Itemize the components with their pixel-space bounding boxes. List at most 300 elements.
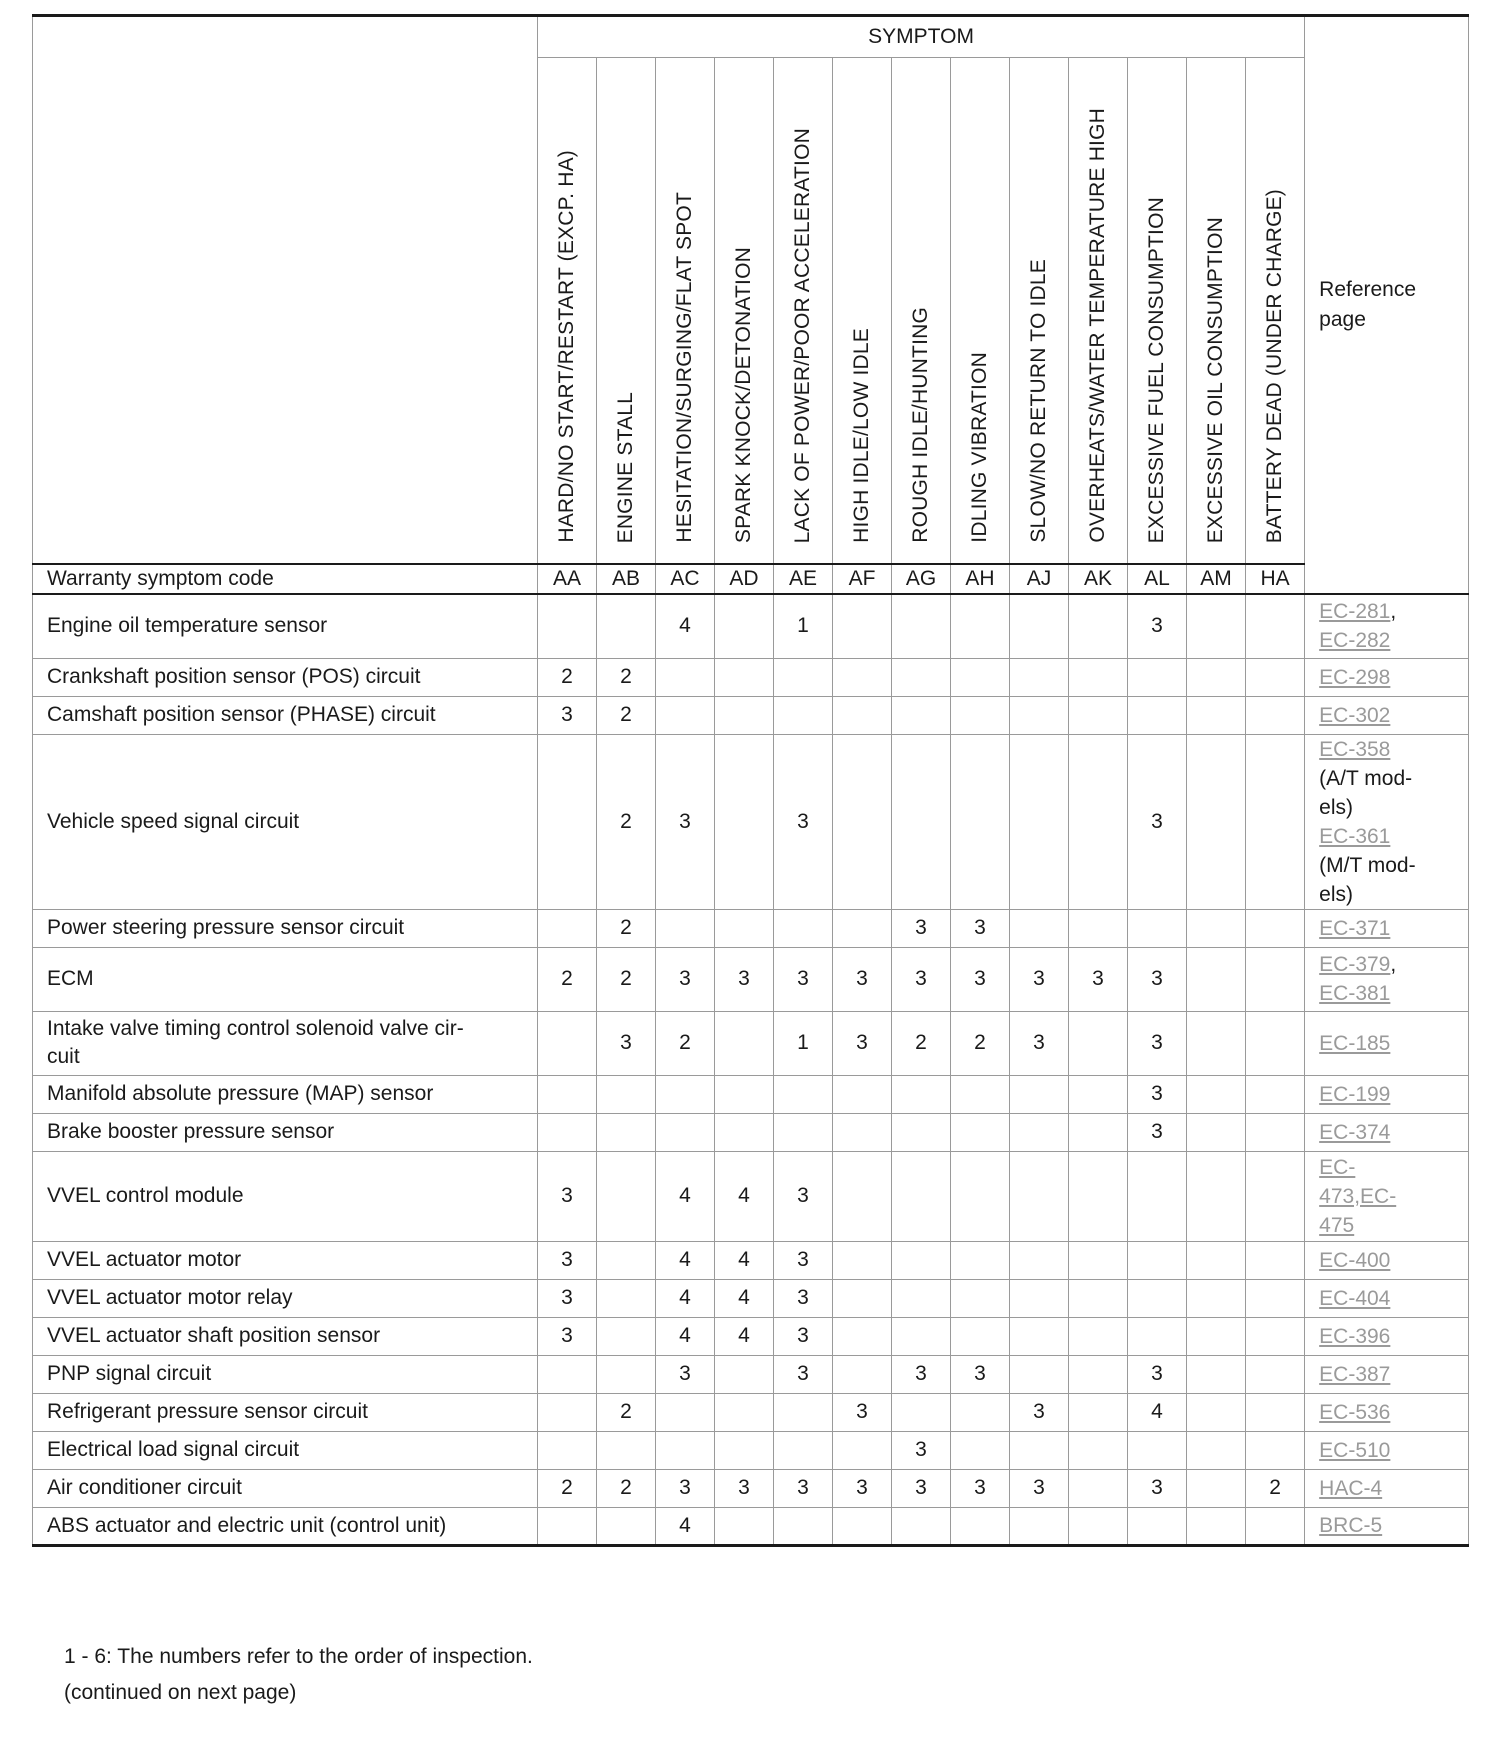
- inspection-order-cell: 2: [597, 696, 656, 734]
- inspection-order-cell: [1246, 1317, 1305, 1355]
- warranty-code: AC: [656, 564, 715, 594]
- inspection-order-cell: [1069, 909, 1128, 947]
- reference-line: [1319, 1322, 1468, 1351]
- symptom-header: [1128, 58, 1187, 565]
- reference-cell: [1305, 947, 1469, 1011]
- reference-link[interactable]: HAC-4: [1319, 1476, 1383, 1500]
- inspection-order-cell: [1069, 734, 1128, 909]
- warranty-code: HA: [1246, 564, 1305, 594]
- inspection-order-cell: 2: [597, 658, 656, 696]
- row-item-label: Intake valve timing control solenoid valve cir- cuit: [33, 1011, 538, 1075]
- reference-line: [1319, 950, 1468, 979]
- inspection-order-cell: [1187, 696, 1246, 734]
- inspection-order-cell: [597, 1075, 656, 1113]
- reference-link[interactable]: EC-510: [1319, 1438, 1391, 1462]
- row-item-label: PNP signal circuit: [33, 1355, 538, 1393]
- reference-line: [1319, 822, 1468, 851]
- inspection-order-cell: [833, 594, 892, 658]
- inspection-order-cell: [892, 1507, 951, 1545]
- reference-text: els): [1319, 795, 1353, 819]
- table-row: [33, 1075, 1469, 1113]
- inspection-order-cell: [1187, 1393, 1246, 1431]
- inspection-order-cell: [892, 1113, 951, 1151]
- inspection-order-cell: [774, 909, 833, 947]
- symptom-label: OVERHEATS/WATER TEMPERATURE HIGH: [1086, 108, 1109, 543]
- symptom-header: [1069, 58, 1128, 565]
- inspection-order-cell: [1128, 1507, 1187, 1545]
- inspection-order-cell: [951, 1279, 1010, 1317]
- inspection-order-cell: [1246, 1431, 1305, 1469]
- symptom-label: SPARK KNOCK/DETONATION: [732, 246, 755, 543]
- reference-link[interactable]: EC-358: [1319, 737, 1391, 761]
- inspection-order-cell: 4: [656, 1151, 715, 1241]
- inspection-order-cell: 3: [1128, 1075, 1187, 1113]
- reference-line: [1319, 663, 1468, 692]
- reference-line: [1319, 851, 1468, 880]
- reference-cell: [1305, 1151, 1469, 1241]
- inspection-order-cell: [1187, 594, 1246, 658]
- inspection-order-cell: [656, 1393, 715, 1431]
- reference-cell: [1305, 1393, 1469, 1431]
- inspection-order-cell: [833, 909, 892, 947]
- inspection-order-cell: 2: [538, 1469, 597, 1507]
- inspection-order-cell: [951, 658, 1010, 696]
- reference-line: [1319, 979, 1468, 1008]
- inspection-order-cell: [774, 696, 833, 734]
- symptom-label: ENGINE STALL: [614, 391, 637, 543]
- inspection-order-cell: [656, 658, 715, 696]
- warranty-code: AJ: [1010, 564, 1069, 594]
- inspection-order-cell: [833, 1113, 892, 1151]
- warranty-code: AE: [774, 564, 833, 594]
- reference-link[interactable]: EC-302: [1319, 703, 1391, 727]
- inspection-order-cell: [656, 696, 715, 734]
- inspection-order-cell: [1187, 1151, 1246, 1241]
- reference-link[interactable]: EC-199: [1319, 1082, 1391, 1106]
- inspection-order-cell: [833, 1507, 892, 1545]
- inspection-order-cell: [715, 1113, 774, 1151]
- inspection-order-cell: [715, 696, 774, 734]
- inspection-order-cell: 3: [1010, 1393, 1069, 1431]
- inspection-order-cell: [1246, 658, 1305, 696]
- inspection-order-cell: 3: [892, 909, 951, 947]
- inspection-order-cell: [833, 658, 892, 696]
- table-row: [33, 696, 1469, 734]
- inspection-order-cell: [1187, 1507, 1246, 1545]
- symptom-table-page: [32, 14, 1468, 1704]
- inspection-order-cell: [892, 594, 951, 658]
- inspection-order-cell: 2: [951, 1011, 1010, 1075]
- row-item-label: VVEL actuator motor relay: [33, 1279, 538, 1317]
- inspection-order-cell: 2: [597, 1469, 656, 1507]
- symptom-header: [833, 58, 892, 565]
- row-item-label: Engine oil temperature sensor: [33, 594, 538, 658]
- reference-cell: [1305, 1317, 1469, 1355]
- inspection-order-cell: 4: [715, 1151, 774, 1241]
- warranty-code: AK: [1069, 564, 1128, 594]
- table-row: [33, 1011, 1469, 1075]
- inspection-order-cell: [656, 1431, 715, 1469]
- symptom-label: HESITATION/SURGING/FLAT SPOT: [673, 192, 696, 543]
- inspection-order-cell: 3: [774, 1241, 833, 1279]
- inspection-order-cell: [1128, 1317, 1187, 1355]
- inspection-order-cell: 1: [774, 1011, 833, 1075]
- inspection-order-cell: [1128, 909, 1187, 947]
- table-row: [33, 1317, 1469, 1355]
- inspection-order-cell: [892, 734, 951, 909]
- symptom-header: [1246, 58, 1305, 565]
- inspection-order-cell: 3: [1128, 594, 1187, 658]
- inspection-order-cell: [538, 1075, 597, 1113]
- reference-link[interactable]: EC-396: [1319, 1324, 1391, 1348]
- inspection-order-cell: 3: [951, 1355, 1010, 1393]
- inspection-order-cell: 4: [715, 1241, 774, 1279]
- inspection-order-cell: [1069, 1151, 1128, 1241]
- inspection-order-cell: [1246, 1241, 1305, 1279]
- inspection-order-cell: 3: [1069, 947, 1128, 1011]
- inspection-order-cell: [1069, 594, 1128, 658]
- inspection-order-cell: 2: [892, 1011, 951, 1075]
- reference-link[interactable]: EC-404: [1319, 1286, 1391, 1310]
- inspection-order-cell: [1010, 1151, 1069, 1241]
- reference-link[interactable]: EC-185: [1319, 1031, 1391, 1055]
- inspection-order-cell: 3: [656, 734, 715, 909]
- row-item-label: ECM: [33, 947, 538, 1011]
- symptom-label: EXCESSIVE FUEL CONSUMPTION: [1145, 196, 1168, 543]
- reference-link[interactable]: EC-387: [1319, 1362, 1391, 1386]
- table-row: [33, 594, 1469, 658]
- reference-cell: [1305, 734, 1469, 909]
- inspection-order-cell: [597, 1355, 656, 1393]
- inspection-order-cell: [1069, 1317, 1128, 1355]
- inspection-order-cell: [1069, 1113, 1128, 1151]
- inspection-order-cell: [774, 1113, 833, 1151]
- inspection-order-cell: [1187, 1317, 1246, 1355]
- reference-cell: [1305, 1279, 1469, 1317]
- reference-link[interactable]: EC-379: [1319, 953, 1391, 976]
- inspection-order-cell: [951, 1393, 1010, 1431]
- inspection-order-cell: [597, 1507, 656, 1545]
- inspection-order-cell: 3: [951, 1469, 1010, 1507]
- inspection-order-cell: [1187, 734, 1246, 909]
- reference-text: (M/T mod-: [1319, 853, 1416, 877]
- reference-link[interactable]: EC-381: [1319, 982, 1391, 1005]
- inspection-order-cell: [715, 1393, 774, 1431]
- inspection-order-cell: [1010, 1279, 1069, 1317]
- warranty-code: AA: [538, 564, 597, 594]
- inspection-order-cell: 4: [656, 1279, 715, 1317]
- inspection-order-cell: [1246, 1507, 1305, 1545]
- inspection-order-cell: [715, 909, 774, 947]
- inspection-order-cell: 3: [951, 909, 1010, 947]
- inspection-order-cell: [1069, 1075, 1128, 1113]
- row-item-label: Electrical load signal circuit: [33, 1431, 538, 1469]
- inspection-order-cell: [774, 1507, 833, 1545]
- inspection-order-cell: 3: [892, 1355, 951, 1393]
- footnote-continued: (continued on next page): [64, 1681, 297, 1704]
- inspection-order-cell: [1246, 1113, 1305, 1151]
- inspection-order-cell: [774, 658, 833, 696]
- inspection-order-cell: [1069, 1393, 1128, 1431]
- inspection-order-cell: 4: [715, 1317, 774, 1355]
- inspection-order-cell: [1246, 909, 1305, 947]
- inspection-order-cell: 3: [774, 1355, 833, 1393]
- reference-text: ,: [1390, 600, 1397, 624]
- inspection-order-cell: [1069, 1507, 1128, 1545]
- reference-link[interactable]: EC-374: [1319, 1120, 1391, 1144]
- inspection-order-cell: [1187, 1113, 1246, 1151]
- inspection-order-cell: [1069, 1355, 1128, 1393]
- reference-line: [1319, 793, 1468, 822]
- inspection-order-cell: [715, 1507, 774, 1545]
- inspection-order-cell: [1246, 1151, 1305, 1241]
- inspection-order-cell: [1246, 1011, 1305, 1075]
- inspection-order-cell: [892, 1279, 951, 1317]
- inspection-order-cell: [833, 1241, 892, 1279]
- inspection-order-cell: [1246, 1393, 1305, 1431]
- symptom-label: LACK OF POWER/POOR ACCELERATION: [791, 127, 814, 543]
- reference-line: [1319, 1080, 1468, 1109]
- reference-text: (A/T mod-: [1319, 766, 1413, 790]
- table-row: [33, 1469, 1469, 1507]
- inspection-order-cell: [1010, 1507, 1069, 1545]
- inspection-order-cell: [833, 1075, 892, 1113]
- inspection-order-cell: 4: [656, 1317, 715, 1355]
- inspection-order-cell: [774, 1393, 833, 1431]
- footnotes: [64, 1639, 533, 1711]
- inspection-order-cell: [1010, 594, 1069, 658]
- inspection-order-cell: [1246, 734, 1305, 909]
- reference-page-header: Reference page: [1305, 16, 1469, 595]
- symptom-header: [892, 58, 951, 565]
- reference-link[interactable]: BRC-5: [1319, 1514, 1383, 1537]
- symptom-label: HIGH IDLE/LOW IDLE: [850, 328, 873, 543]
- inspection-order-cell: [715, 1011, 774, 1075]
- reference-line: [1319, 1436, 1468, 1465]
- symptom-label: IDLING VIBRATION: [968, 352, 991, 543]
- inspection-order-cell: [833, 1355, 892, 1393]
- inspection-order-cell: [597, 1279, 656, 1317]
- inspection-order-cell: 3: [538, 1279, 597, 1317]
- table-row: [33, 947, 1469, 1011]
- inspection-order-cell: [1128, 696, 1187, 734]
- inspection-order-cell: [597, 1241, 656, 1279]
- row-item-label: VVEL control module: [33, 1151, 538, 1241]
- symptom-header: [774, 58, 833, 565]
- inspection-order-cell: 3: [538, 1151, 597, 1241]
- inspection-order-cell: 3: [774, 1317, 833, 1355]
- inspection-order-cell: [1069, 1431, 1128, 1469]
- inspection-order-cell: 3: [1128, 1355, 1187, 1393]
- reference-line: [1319, 764, 1468, 793]
- inspection-order-cell: 3: [774, 1151, 833, 1241]
- row-item-label: VVEL actuator shaft position sensor: [33, 1317, 538, 1355]
- table-row: [33, 1393, 1469, 1431]
- inspection-order-cell: [1187, 1075, 1246, 1113]
- inspection-order-cell: [1069, 1241, 1128, 1279]
- reference-link[interactable]: EC-282: [1319, 629, 1391, 653]
- inspection-order-cell: [1010, 1075, 1069, 1113]
- inspection-order-cell: 3: [1010, 947, 1069, 1011]
- inspection-order-cell: 3: [656, 947, 715, 1011]
- inspection-order-cell: [1010, 1355, 1069, 1393]
- inspection-order-cell: [833, 696, 892, 734]
- inspection-order-cell: [1246, 947, 1305, 1011]
- inspection-order-cell: [951, 594, 1010, 658]
- inspection-order-cell: [1010, 658, 1069, 696]
- inspection-order-cell: [1128, 1241, 1187, 1279]
- inspection-order-cell: [833, 734, 892, 909]
- warranty-code: AM: [1187, 564, 1246, 594]
- table-row: [33, 658, 1469, 696]
- inspection-order-cell: [1187, 658, 1246, 696]
- symptom-group-header: SYMPTOM: [538, 16, 1305, 58]
- reference-line: [1319, 880, 1468, 909]
- inspection-order-cell: 2: [597, 1393, 656, 1431]
- reference-cell: [1305, 1241, 1469, 1279]
- inspection-order-cell: [715, 734, 774, 909]
- inspection-order-cell: [1187, 1431, 1246, 1469]
- reference-link[interactable]: 475: [1319, 1213, 1355, 1237]
- inspection-order-cell: 3: [597, 1011, 656, 1075]
- reference-link[interactable]: EC-: [1319, 1155, 1356, 1179]
- inspection-order-cell: [715, 658, 774, 696]
- reference-line: [1319, 1153, 1468, 1182]
- symptom-header: [1187, 58, 1246, 565]
- symptom-matrix-table: [32, 14, 1469, 1547]
- inspection-order-cell: [715, 1355, 774, 1393]
- reference-link[interactable]: EC-361: [1319, 824, 1391, 848]
- footnote-order: 1 - 6: The numbers refer to the order of inspection.: [64, 1645, 533, 1668]
- row-item-label: Refrigerant pressure sensor circuit: [33, 1393, 538, 1431]
- row-item-label: Manifold absolute pressure (MAP) sensor: [33, 1075, 538, 1113]
- inspection-order-cell: [1128, 658, 1187, 696]
- inspection-order-cell: 3: [892, 1469, 951, 1507]
- inspection-order-cell: [951, 1151, 1010, 1241]
- inspection-order-cell: 2: [597, 947, 656, 1011]
- inspection-order-cell: [597, 1431, 656, 1469]
- inspection-order-cell: 2: [538, 947, 597, 1011]
- warranty-row-label: Warranty symptom code: [33, 564, 538, 594]
- reference-cell: [1305, 909, 1469, 947]
- reference-link[interactable]: EC-536: [1319, 1400, 1391, 1424]
- inspection-order-cell: [1128, 1279, 1187, 1317]
- table-body: [33, 594, 1469, 1545]
- inspection-order-cell: [951, 1431, 1010, 1469]
- reference-link[interactable]: EC-281: [1319, 600, 1391, 624]
- symptom-header: [951, 58, 1010, 565]
- inspection-order-cell: [892, 1151, 951, 1241]
- inspection-order-cell: [1128, 1431, 1187, 1469]
- table-row: [33, 1507, 1469, 1545]
- inspection-order-cell: [951, 1075, 1010, 1113]
- inspection-order-cell: [951, 1507, 1010, 1545]
- inspection-order-cell: [1246, 594, 1305, 658]
- inspection-order-cell: [1069, 696, 1128, 734]
- inspection-order-cell: 2: [597, 734, 656, 909]
- inspection-order-cell: [951, 734, 1010, 909]
- inspection-order-cell: [1069, 1469, 1128, 1507]
- inspection-order-cell: 3: [833, 947, 892, 1011]
- inspection-order-cell: 2: [656, 1011, 715, 1075]
- inspection-order-cell: [1187, 1279, 1246, 1317]
- warranty-code: AF: [833, 564, 892, 594]
- warranty-code: AH: [951, 564, 1010, 594]
- inspection-order-cell: [892, 658, 951, 696]
- inspection-order-cell: [892, 1241, 951, 1279]
- reference-line: [1319, 1029, 1468, 1058]
- row-item-label: Power steering pressure sensor circuit: [33, 909, 538, 947]
- reference-link[interactable]: EC-298: [1319, 665, 1391, 689]
- reference-cell: [1305, 1011, 1469, 1075]
- inspection-order-cell: [892, 1393, 951, 1431]
- inspection-order-cell: 3: [1128, 947, 1187, 1011]
- table-row: [33, 1355, 1469, 1393]
- inspection-order-cell: 4: [656, 594, 715, 658]
- inspection-order-cell: 4: [656, 1241, 715, 1279]
- table-row: [33, 734, 1469, 909]
- inspection-order-cell: 3: [774, 1469, 833, 1507]
- row-item-label: Vehicle speed signal circuit: [33, 734, 538, 909]
- inspection-order-cell: [538, 1011, 597, 1075]
- reference-line: [1319, 597, 1468, 626]
- header-row-group: [33, 16, 1469, 58]
- inspection-order-cell: [1069, 1279, 1128, 1317]
- table-row: [33, 1431, 1469, 1469]
- inspection-order-cell: [715, 1431, 774, 1469]
- reference-link[interactable]: EC-371: [1319, 916, 1391, 940]
- inspection-order-cell: 3: [538, 1317, 597, 1355]
- inspection-order-cell: [656, 1075, 715, 1113]
- inspection-order-cell: [1069, 1011, 1128, 1075]
- inspection-order-cell: 3: [951, 947, 1010, 1011]
- inspection-order-cell: [1069, 658, 1128, 696]
- inspection-order-cell: [1010, 734, 1069, 909]
- inspection-order-cell: [951, 1113, 1010, 1151]
- inspection-order-cell: 3: [715, 1469, 774, 1507]
- reference-line: [1319, 1118, 1468, 1147]
- inspection-order-cell: [951, 1317, 1010, 1355]
- reference-text: ,: [1390, 953, 1397, 976]
- inspection-order-cell: [833, 1317, 892, 1355]
- symptom-label: SLOW/NO RETURN TO IDLE: [1027, 259, 1050, 543]
- reference-line: [1319, 1211, 1468, 1240]
- inspection-order-cell: [1128, 1151, 1187, 1241]
- inspection-order-cell: [1187, 1469, 1246, 1507]
- inspection-order-cell: 4: [656, 1507, 715, 1545]
- symptom-header: [538, 58, 597, 565]
- warranty-code: AD: [715, 564, 774, 594]
- reference-line: [1319, 1246, 1468, 1275]
- symptom-header: [656, 58, 715, 565]
- reference-link[interactable]: EC-400: [1319, 1248, 1391, 1272]
- inspection-order-cell: [538, 734, 597, 909]
- row-item-label: Camshaft position sensor (PHASE) circuit: [33, 696, 538, 734]
- inspection-order-cell: [1246, 1075, 1305, 1113]
- reference-cell: [1305, 658, 1469, 696]
- table-row: [33, 1113, 1469, 1151]
- inspection-order-cell: [1010, 1113, 1069, 1151]
- inspection-order-cell: 3: [833, 1469, 892, 1507]
- reference-link[interactable]: 473,EC-: [1319, 1184, 1397, 1208]
- inspection-order-cell: [1187, 1241, 1246, 1279]
- reference-line: [1319, 1284, 1468, 1313]
- row-item-label: Air conditioner circuit: [33, 1469, 538, 1507]
- inspection-order-cell: [1187, 1355, 1246, 1393]
- inspection-order-cell: 3: [833, 1011, 892, 1075]
- symptom-label: BATTERY DEAD (UNDER CHARGE): [1263, 188, 1287, 543]
- inspection-order-cell: 2: [1246, 1469, 1305, 1507]
